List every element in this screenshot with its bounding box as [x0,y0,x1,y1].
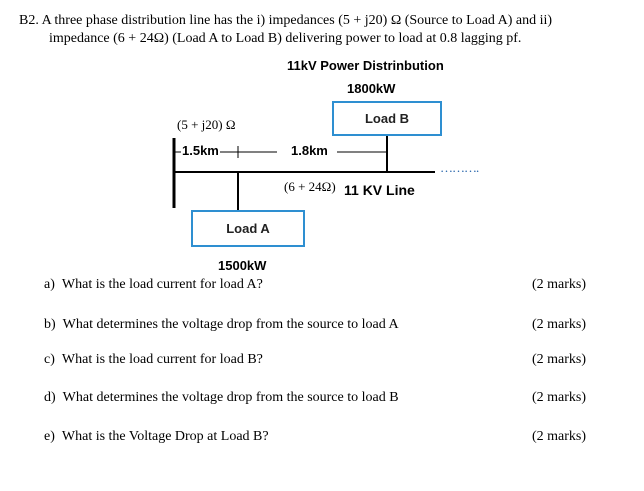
load-b-power: 1800kW [347,81,396,96]
question-letter: c) [44,352,55,367]
impedance-a-to-b: (6 + 24Ω) [284,179,336,194]
load-a-box [191,210,305,247]
load-a-power: 1500kW [218,258,267,273]
impedance-source-to-a: (5 + j20) Ω [177,117,236,132]
load-b-label: Load B [364,111,410,126]
load-a-label: Load A [226,221,270,236]
question-letter: d) [44,390,56,405]
problem-number: B2. [19,13,39,28]
problem-text-line1: A three phase distribution line has the i) impedances (5 + j20) Ω (Source to Load A) and ii) [41,13,553,28]
question-c [44,352,263,368]
question-b-marks: (2 marks) [532,317,587,332]
question-d [44,390,399,406]
question-a-marks: (2 marks) [532,277,587,292]
question-text: What determines the voltage drop from the source to load A [62,317,399,332]
question-letter: e) [44,429,55,444]
question-text: What determines the voltage drop from the source to load B [62,390,399,405]
segment-2-label: 1.8km [291,143,328,158]
question-e [44,429,269,445]
question-text: What is the load current for load B? [61,352,263,367]
question-d-marks: (2 marks) [532,390,587,405]
question-letter: a) [44,277,55,292]
segment-1-label: 1.5km [182,143,219,158]
problem-text-line2: impedance (6 + 24Ω) (Load A to Load B) delivering power to load at 0.8 lagging pf. [49,31,522,46]
line-voltage-label: 11 KV Line [344,182,415,198]
question-b [44,317,399,333]
question-text: What is the Voltage Drop at Load B? [61,429,269,444]
line-continuation: ………. [440,160,479,175]
load-b-box [332,101,442,136]
question-letter: b) [44,317,56,332]
question-c-marks: (2 marks) [532,352,587,367]
diagram-title: 11kV Power Distrinbution [287,58,444,73]
question-text: What is the load current for load A? [61,277,263,292]
question-e-marks: (2 marks) [532,429,587,444]
question-a [44,277,263,293]
